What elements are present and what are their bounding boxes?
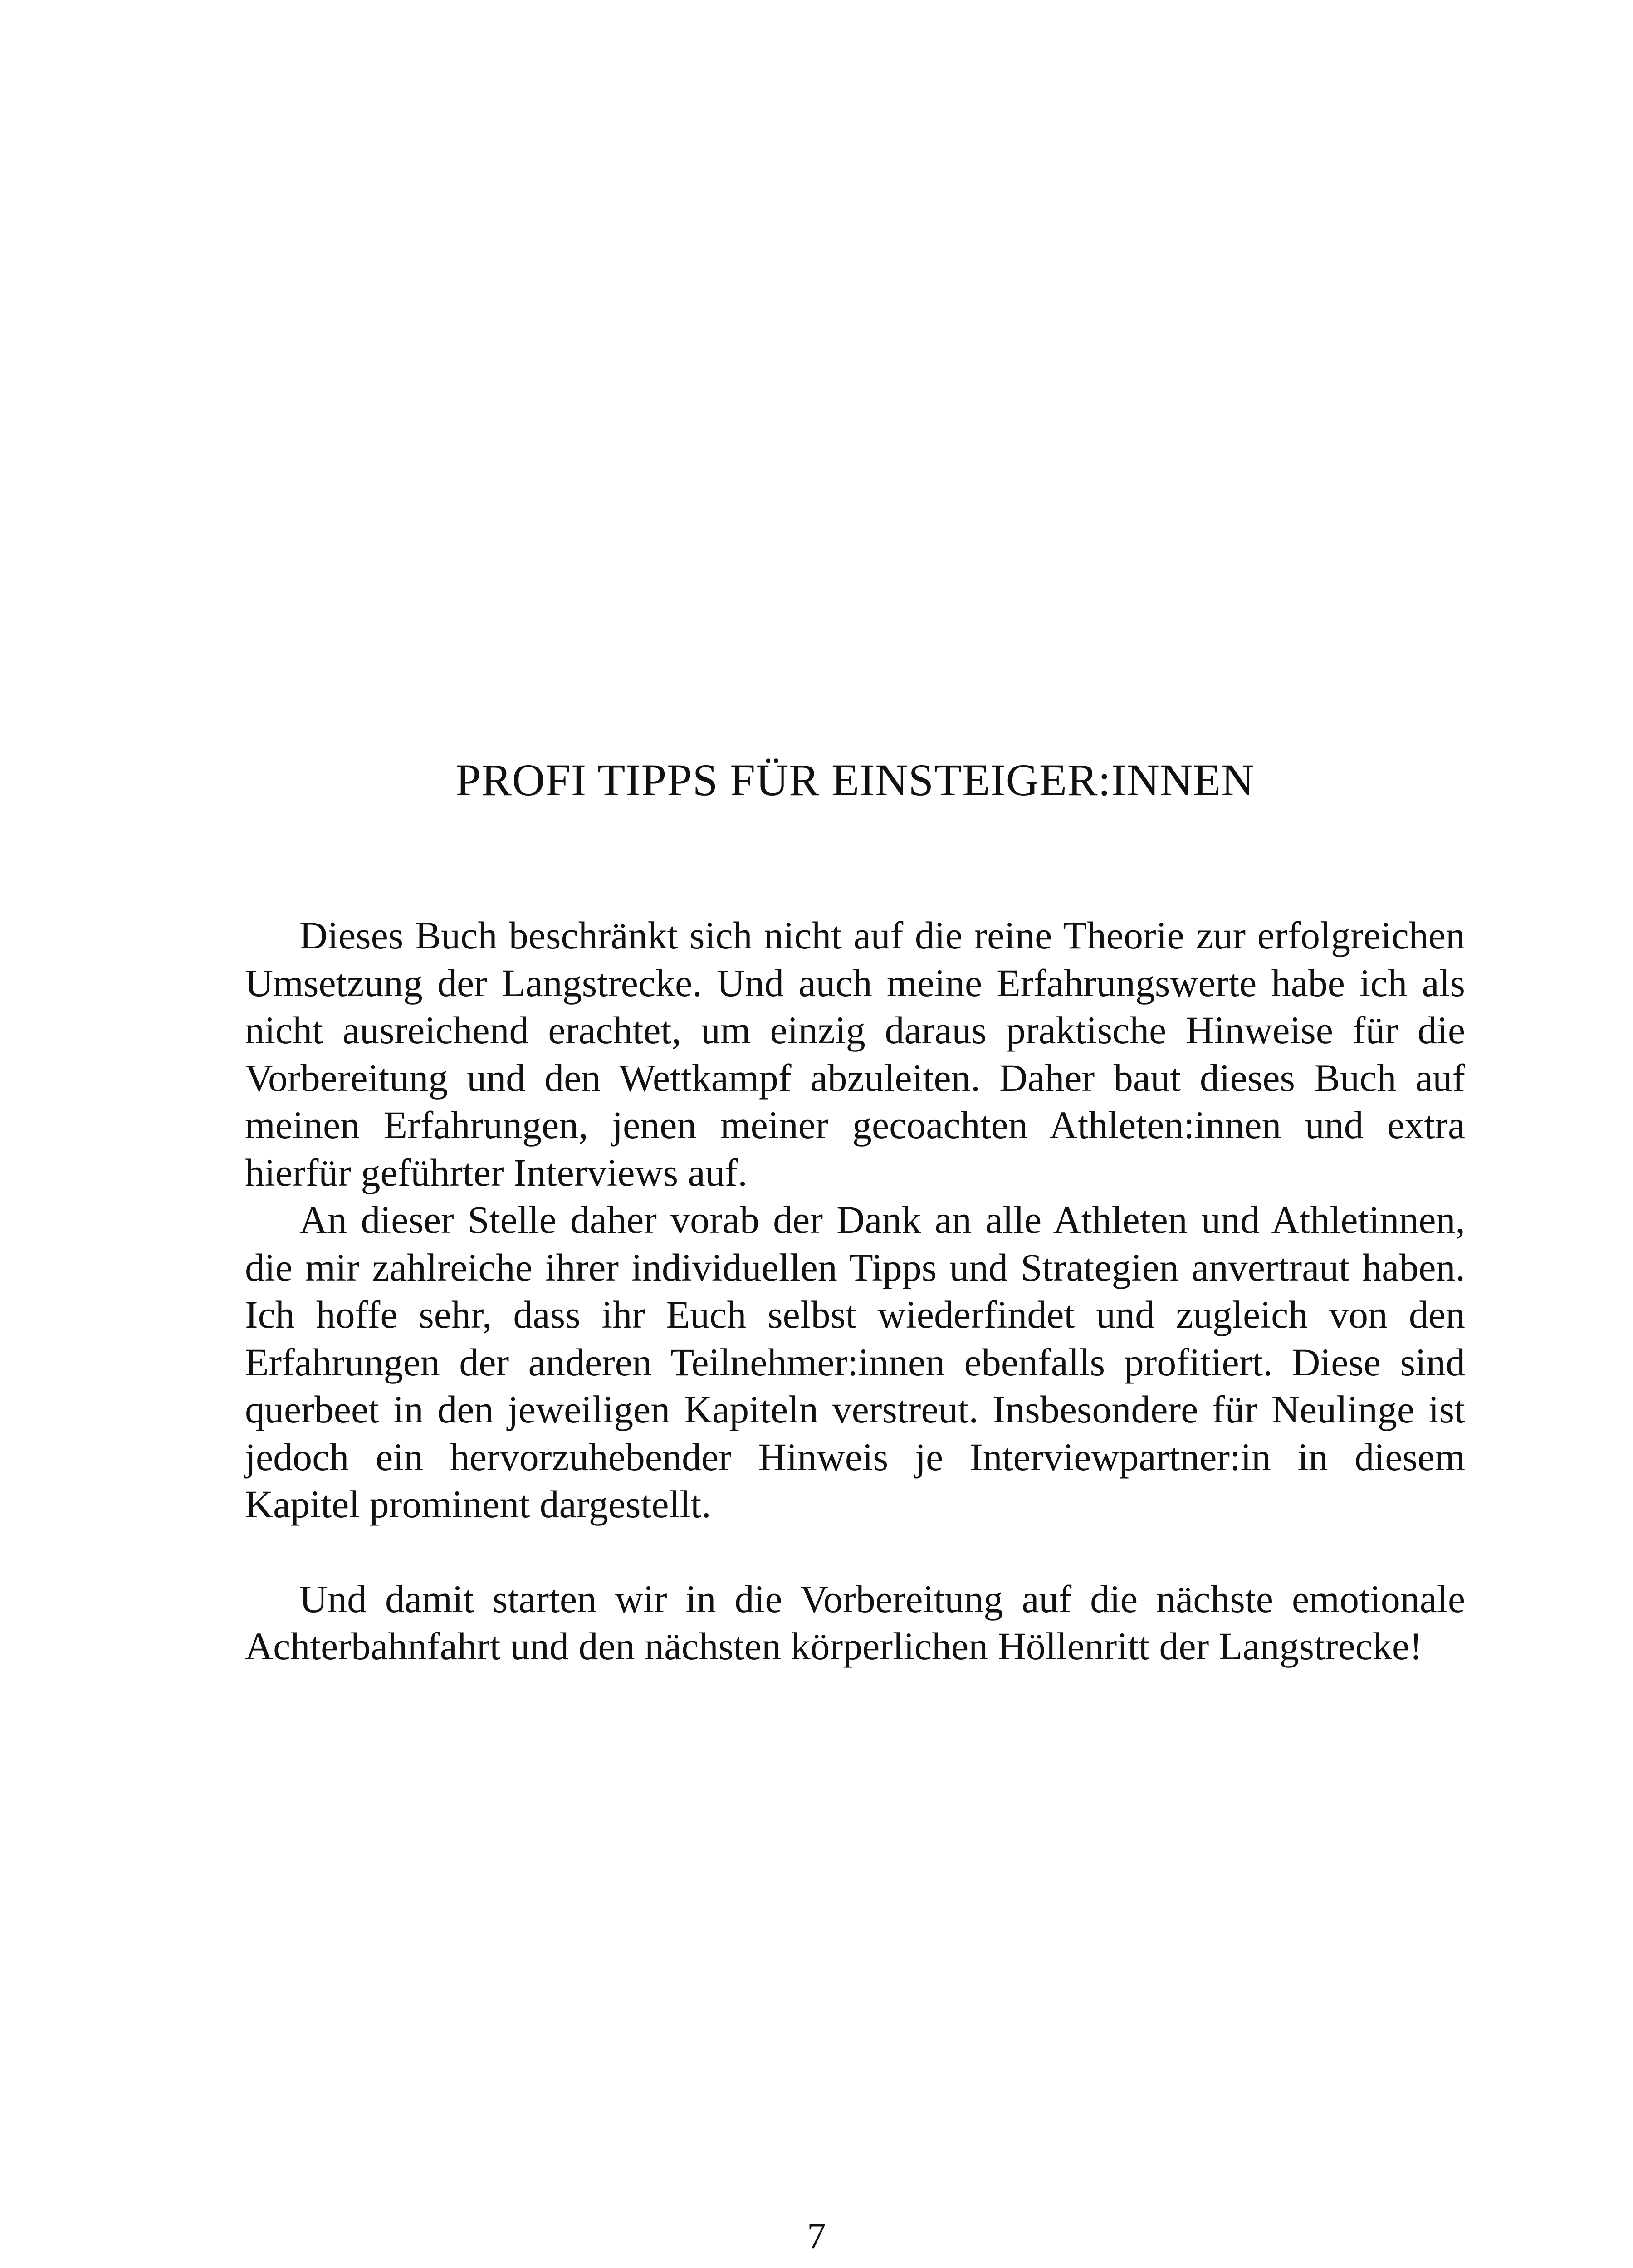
paragraph-closing: Und damit starten wir in die Vorbereitung auf die nächste emotionale Achterbahnfahrt und den nächsten körperlichen Höllenritt der Langstrecke! — [245, 1577, 1465, 1668]
body-text — [245, 912, 1465, 1670]
page-number: 7 — [807, 2215, 826, 2257]
paragraph-thanks: An dieser Stelle daher vorab der Dank an alle Athleten und Athletinnen, die mir zahlreiche ihrer individuellen Tipps und Strategien anvertraut haben. Ich hoffe sehr, dass ihr Euch selbst wiederfindet und zugleich von den Erfahrungen der anderen Teilnehmer:innen ebenfalls profitiert. Diese sind querbeet in den jeweiligen Kapiteln verstreut. Insbesondere für Neulinge ist jedoch ein hervorzuhebender Hinweis je Interviewpartner:in in diesem Kapitel prominent dargestellt. — [245, 1198, 1465, 1526]
chapter-title: PROFI TIPPS FÜR EINSTEIGER:INNEN — [455, 755, 1255, 805]
paragraph-intro: Dieses Buch beschränkt sich nicht auf die reine Theorie zur erfolgreichen Umsetzung der Langstrecke. Und auch meine Erfahrungswerte habe ich als nicht ausreichend erachtet, um einzig daraus praktische Hinweise für die Vorbereitung und den Wettkampf abzuleiten. Daher baut dieses Buch auf meinen Erfahrungen, jenen meiner gecoachten Athleten:innen und extra hierfür geführter Interviews auf. — [245, 914, 1465, 1194]
